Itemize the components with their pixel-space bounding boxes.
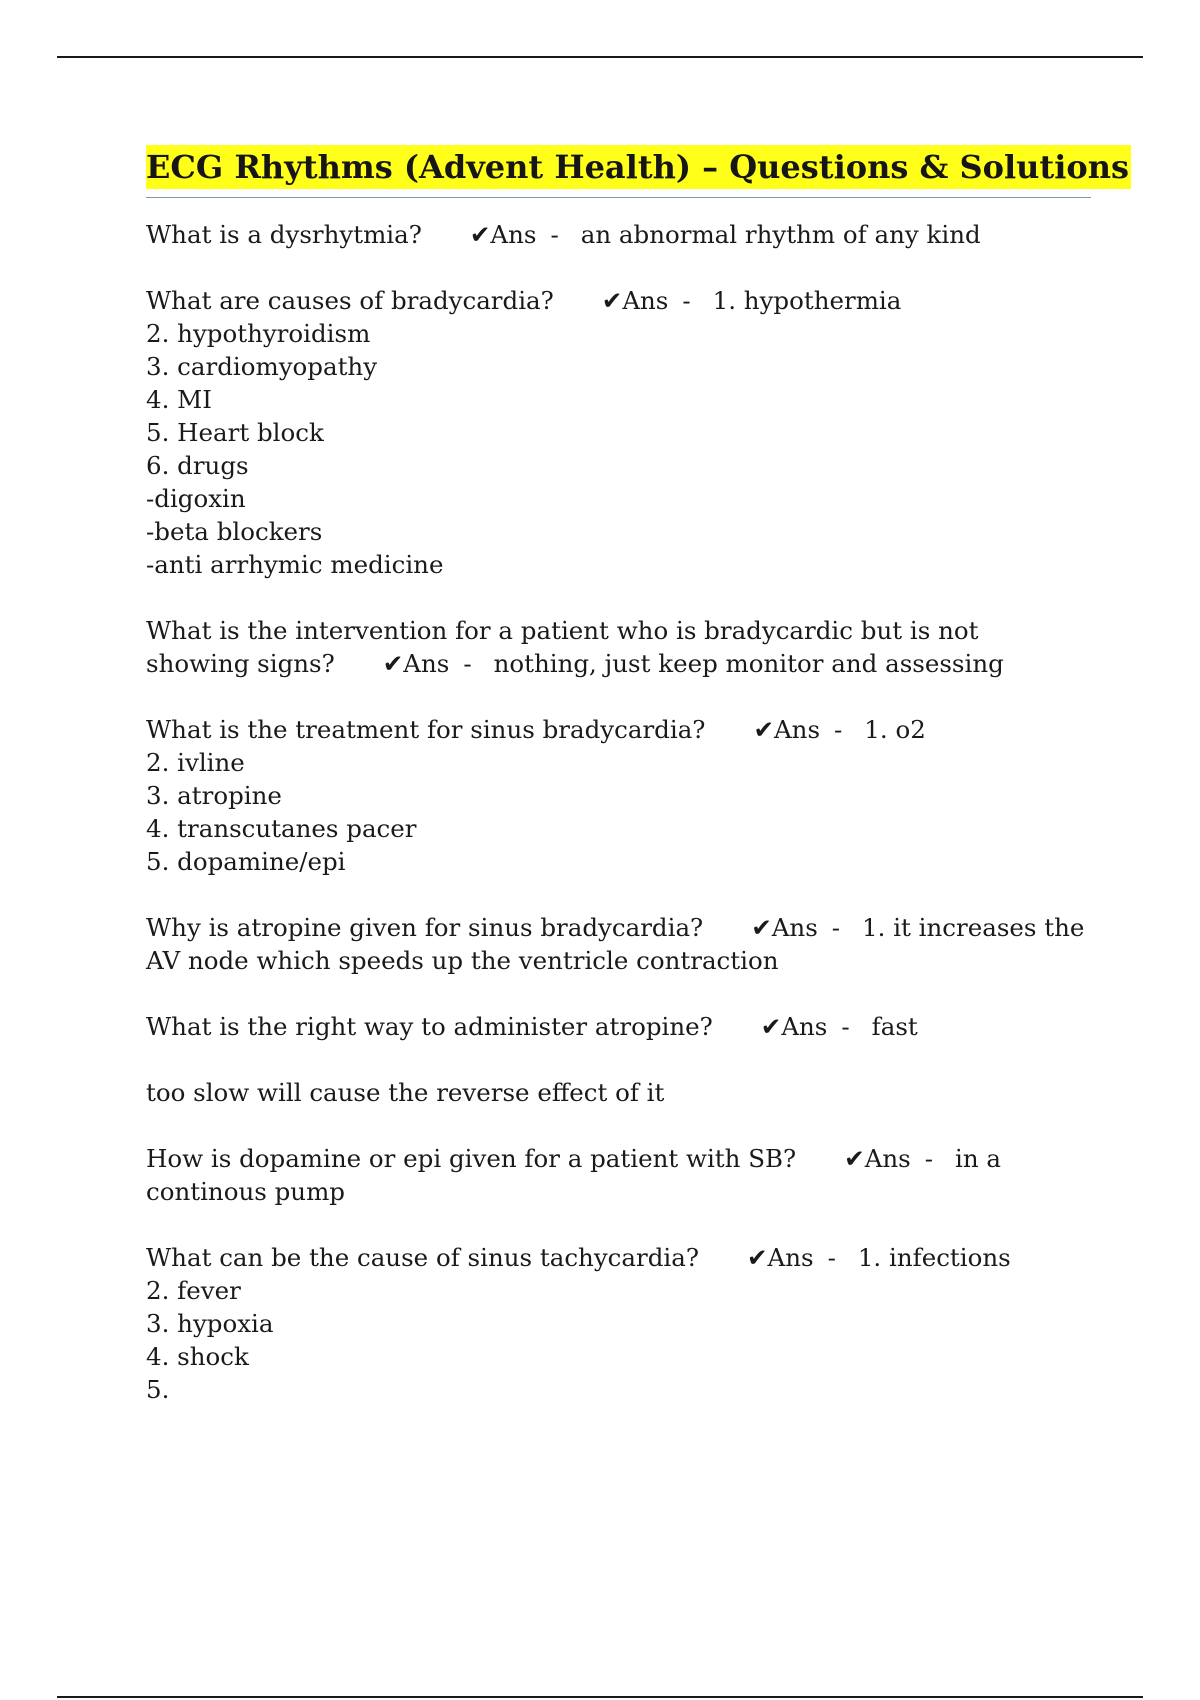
ans-dash: -: [463, 649, 472, 678]
answer-text: 1. it increases the: [862, 913, 1085, 942]
qa-question-line: [146, 647, 1091, 680]
answer-line: 5.: [146, 1375, 170, 1404]
ans-dash: -: [682, 286, 691, 315]
answer-text: in a: [955, 1144, 1002, 1173]
answer-line: -digoxin: [146, 484, 246, 513]
qa-question-line: [146, 713, 1091, 746]
ans-dash: -: [831, 913, 841, 942]
answer-text: nothing, just keep monitor and assessing: [493, 649, 1004, 678]
question-text: showing signs?: [146, 649, 335, 678]
ans-label: Ans: [781, 1012, 828, 1041]
answer-text: 1. o2: [864, 715, 926, 744]
qa-item: [146, 284, 1091, 581]
checkmark-icon: ✔: [844, 1144, 865, 1173]
checkmark-icon: ✔: [746, 1243, 768, 1272]
checkmark-icon: ✔: [753, 715, 774, 744]
answer-line: 2. ivline: [146, 748, 245, 777]
answer-line: continous pump: [146, 1177, 345, 1206]
question-line: What is the intervention for a patient who is bradycardic but is not: [146, 616, 979, 645]
document-body: [146, 145, 1129, 1439]
answer-text: 1. hypothermia: [712, 286, 902, 315]
question-text: What is the treatment for sinus bradycardia?: [146, 715, 706, 744]
ans-dash: -: [841, 1012, 850, 1041]
title-block: [146, 145, 1129, 198]
answer-line: 4. shock: [146, 1342, 249, 1371]
question-text: Why is atropine given for sinus bradycardia?: [146, 913, 704, 942]
answer-line: -anti arrhymic medicine: [146, 550, 444, 579]
qa-item: [146, 218, 1091, 251]
ans-label: Ans: [403, 649, 450, 678]
qa-item: [146, 1076, 1091, 1109]
qa-question-line: [146, 1241, 1091, 1274]
qa-item: [146, 1010, 1091, 1043]
answer-line: -beta blockers: [146, 517, 323, 546]
answer-line: 4. transcutanes pacer: [146, 814, 417, 843]
ans-label: Ans: [767, 1243, 814, 1272]
answer-line: 3. hypoxia: [146, 1309, 274, 1338]
answer-text: an abnormal rhythm of any kind: [580, 220, 981, 249]
qa-question-line: [146, 911, 1091, 944]
qa-item: [146, 614, 1091, 680]
qa-item: [146, 713, 1091, 878]
qa-item: [146, 1241, 1091, 1406]
question-text: What is a dysrhytmia?: [146, 220, 422, 249]
footer-rule: [57, 1696, 1143, 1698]
answer-line: 3. cardiomyopathy: [146, 352, 378, 381]
answer-line: 3. atropine: [146, 781, 282, 810]
answer-text: 1. infections: [857, 1243, 1011, 1272]
question-text: What are causes of bradycardia?: [146, 286, 554, 315]
ans-dash: -: [827, 1243, 836, 1272]
answer-text: fast: [871, 1012, 918, 1041]
qa-item: [146, 911, 1091, 977]
answer-line: 5. dopamine/epi: [146, 847, 346, 876]
checkmark-icon: ✔: [382, 649, 404, 678]
answer-line: 2. fever: [146, 1276, 241, 1305]
qa-question-line: [146, 218, 1091, 251]
answer-line: AV node which speeds up the ventricle contraction: [146, 946, 779, 975]
checkmark-icon: ✔: [760, 1012, 782, 1041]
qa-question-line: [146, 284, 1091, 317]
answer-line: 2. hypothyroidism: [146, 319, 371, 348]
qa-item: [146, 1142, 1091, 1208]
ans-label: Ans: [622, 286, 669, 315]
question-text: What can be the cause of sinus tachycardia?: [146, 1243, 699, 1272]
checkmark-icon: ✔: [469, 220, 491, 249]
plain-line: too slow will cause the reverse effect of it: [146, 1078, 665, 1107]
ans-dash: -: [550, 220, 559, 249]
ans-dash: -: [834, 715, 843, 744]
question-text: What is the right way to administer atropine?: [146, 1012, 713, 1041]
qa-question-line: [146, 1142, 1091, 1175]
ans-label: Ans: [773, 715, 821, 744]
answer-line: 5. Heart block: [146, 418, 324, 447]
checkmark-icon: ✔: [751, 913, 772, 942]
page-title: ECG Rhythms (Advent Health) – Questions & Solutions: [146, 145, 1131, 189]
ans-label: Ans: [771, 913, 818, 942]
question-text: How is dopamine or epi given for a patient with SB?: [146, 1144, 797, 1173]
ans-label: Ans: [864, 1144, 911, 1173]
checkmark-icon: ✔: [601, 286, 623, 315]
qa-question-line: [146, 1010, 1091, 1043]
ans-label: Ans: [490, 220, 537, 249]
header-rule: [57, 56, 1143, 58]
answer-line: 6. drugs: [146, 451, 249, 480]
ans-dash: -: [924, 1144, 934, 1173]
answer-line: 4. MI: [146, 385, 212, 414]
